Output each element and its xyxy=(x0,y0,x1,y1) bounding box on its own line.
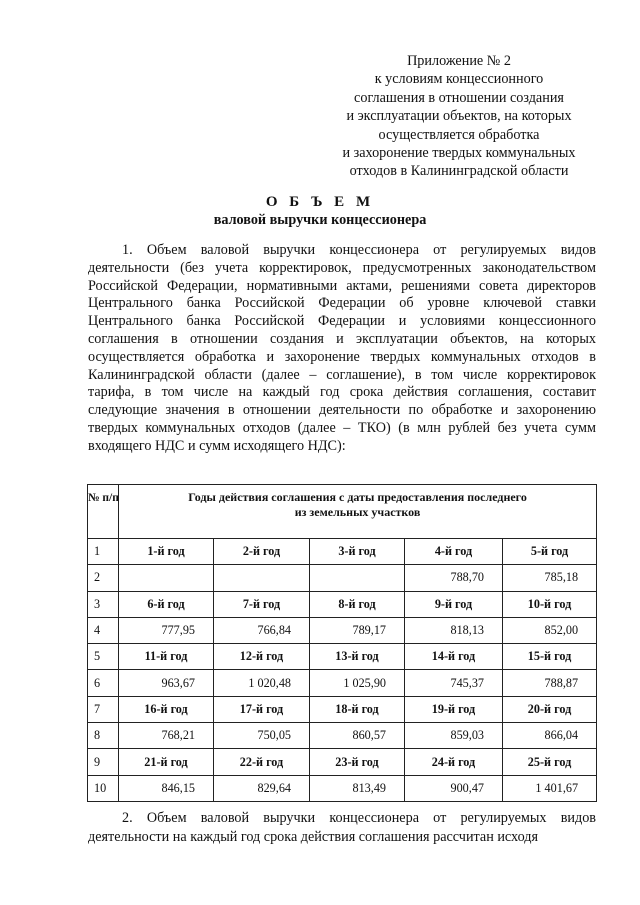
year-cell: 6-й год xyxy=(119,591,214,617)
year-cell: 18-й год xyxy=(310,696,405,722)
table-row xyxy=(88,591,597,617)
appendix-line: отходов в Калининградской области xyxy=(349,163,569,180)
row-num: 1 xyxy=(88,539,119,565)
year-cell: 21-й год xyxy=(119,749,214,775)
year-cell: 11-й год xyxy=(119,644,214,670)
year-cell: 24-й год xyxy=(405,749,503,775)
value-cell: 860,57 xyxy=(310,723,405,749)
year-cell: 20-й год xyxy=(503,696,597,722)
row-num: 2 xyxy=(88,565,119,591)
table-row xyxy=(88,723,597,749)
year-cell: 12-й год xyxy=(214,644,310,670)
value-cell: 788,70 xyxy=(405,565,503,591)
value-cell: 813,49 xyxy=(310,775,405,801)
appendix-header xyxy=(318,52,600,181)
value-cell: 1 401,67 xyxy=(503,775,597,801)
revenue-table xyxy=(87,484,597,802)
value-cell: 818,13 xyxy=(405,617,503,643)
year-cell: 2-й год xyxy=(214,539,310,565)
year-cell: 13-й год xyxy=(310,644,405,670)
value-cell: 846,15 xyxy=(119,775,214,801)
year-cell: 22-й год xyxy=(214,749,310,775)
value-cell: 1 020,48 xyxy=(214,670,310,696)
value-cell xyxy=(214,565,310,591)
row-num: 7 xyxy=(88,696,119,722)
year-cell: 16-й год xyxy=(119,696,214,722)
year-cell: 17-й год xyxy=(214,696,310,722)
year-cell: 19-й год xyxy=(405,696,503,722)
appendix-line: к условиям концессионного xyxy=(374,71,544,88)
value-cell: 852,00 xyxy=(503,617,597,643)
value-cell: 859,03 xyxy=(405,723,503,749)
table-row xyxy=(88,644,597,670)
value-cell: 785,18 xyxy=(503,565,597,591)
row-num: 6 xyxy=(88,670,119,696)
value-cell: 777,95 xyxy=(119,617,214,643)
document-title: О Б Ъ Е М xyxy=(265,194,375,210)
table-row xyxy=(88,539,597,565)
year-cell: 25-й год xyxy=(503,749,597,775)
row-num: 4 xyxy=(88,617,119,643)
value-cell: 963,67 xyxy=(119,670,214,696)
value-cell: 866,04 xyxy=(503,723,597,749)
row-num: 10 xyxy=(88,775,119,801)
year-cell: 23-й год xyxy=(310,749,405,775)
value-cell: 768,21 xyxy=(119,723,214,749)
value-cell xyxy=(310,565,405,591)
value-cell: 789,17 xyxy=(310,617,405,643)
year-cell: 7-й год xyxy=(214,591,310,617)
value-cell: 1 025,90 xyxy=(310,670,405,696)
year-cell: 5-й год xyxy=(503,539,597,565)
table-header-row xyxy=(88,485,597,539)
header-title-cell xyxy=(119,485,597,539)
table-row xyxy=(88,775,597,801)
table-row xyxy=(88,565,597,591)
document-subtitle: валовой выручки концессионера xyxy=(213,212,427,228)
year-cell: 14-й год xyxy=(405,644,503,670)
year-cell: 9-й год xyxy=(405,591,503,617)
row-num: 5 xyxy=(88,644,119,670)
row-num: 9 xyxy=(88,749,119,775)
year-cell: 4-й год xyxy=(405,539,503,565)
row-num: 8 xyxy=(88,723,119,749)
year-cell: 1-й год xyxy=(119,539,214,565)
value-cell: 766,84 xyxy=(214,617,310,643)
paragraph-1: 1. Объем валовой выручки концессионера от регулируемых видов деятельности (без учета корректировок, предусмотренных законодательством Российской Федерации, нормативными актами, решениями совета директоров Центрального банка Российской Федерации об уровне ключевой ставки Центрального банка Российской Федерации и условиями концессионного соглашения в отношении создания и эксплуатации объектов, на которых осуществляется обработка и захоронение твердых коммунальных отходов в Калининградской области (далее – соглашение), в том числе корректировок тарифа, в том числе на каждый год срока действия соглашения, составит следующие значения в отношении деятельности по обработке и захоронению твердых коммунальных отходов (далее – ТКО) (в млн рублей без учета сумм входящего НДС и сумм исходящего НДС): xyxy=(88,242,596,454)
header-title-line: Годы действия соглашения с даты предоставления последнего xyxy=(188,490,527,504)
appendix-line: и эксплуатации объектов, на которых xyxy=(346,108,572,125)
value-cell xyxy=(119,565,214,591)
value-cell: 788,87 xyxy=(503,670,597,696)
table-row xyxy=(88,696,597,722)
table-row xyxy=(88,670,597,696)
header-num-cell: № п/п xyxy=(88,485,119,539)
row-num: 3 xyxy=(88,591,119,617)
paragraph-2: 2. Объем валовой выручки концессионера от регулируемых видов деятельности на каждый год срока действия соглашения рассчитан исходя xyxy=(88,810,596,845)
value-cell: 745,37 xyxy=(405,670,503,696)
appendix-line: осуществляется обработка xyxy=(378,126,540,143)
value-cell: 829,64 xyxy=(214,775,310,801)
year-cell: 15-й год xyxy=(503,644,597,670)
appendix-line: соглашения в отношении создания xyxy=(354,89,564,106)
table-row xyxy=(88,617,597,643)
value-cell: 750,05 xyxy=(214,723,310,749)
year-cell: 10-й год xyxy=(503,591,597,617)
appendix-line: и захоронение твердых коммунальных xyxy=(342,145,576,162)
header-title-line: из земельных участков xyxy=(294,505,421,519)
value-cell: 900,47 xyxy=(405,775,503,801)
year-cell: 3-й год xyxy=(310,539,405,565)
appendix-line: Приложение № 2 xyxy=(407,53,511,69)
table-row xyxy=(88,749,597,775)
year-cell: 8-й год xyxy=(310,591,405,617)
